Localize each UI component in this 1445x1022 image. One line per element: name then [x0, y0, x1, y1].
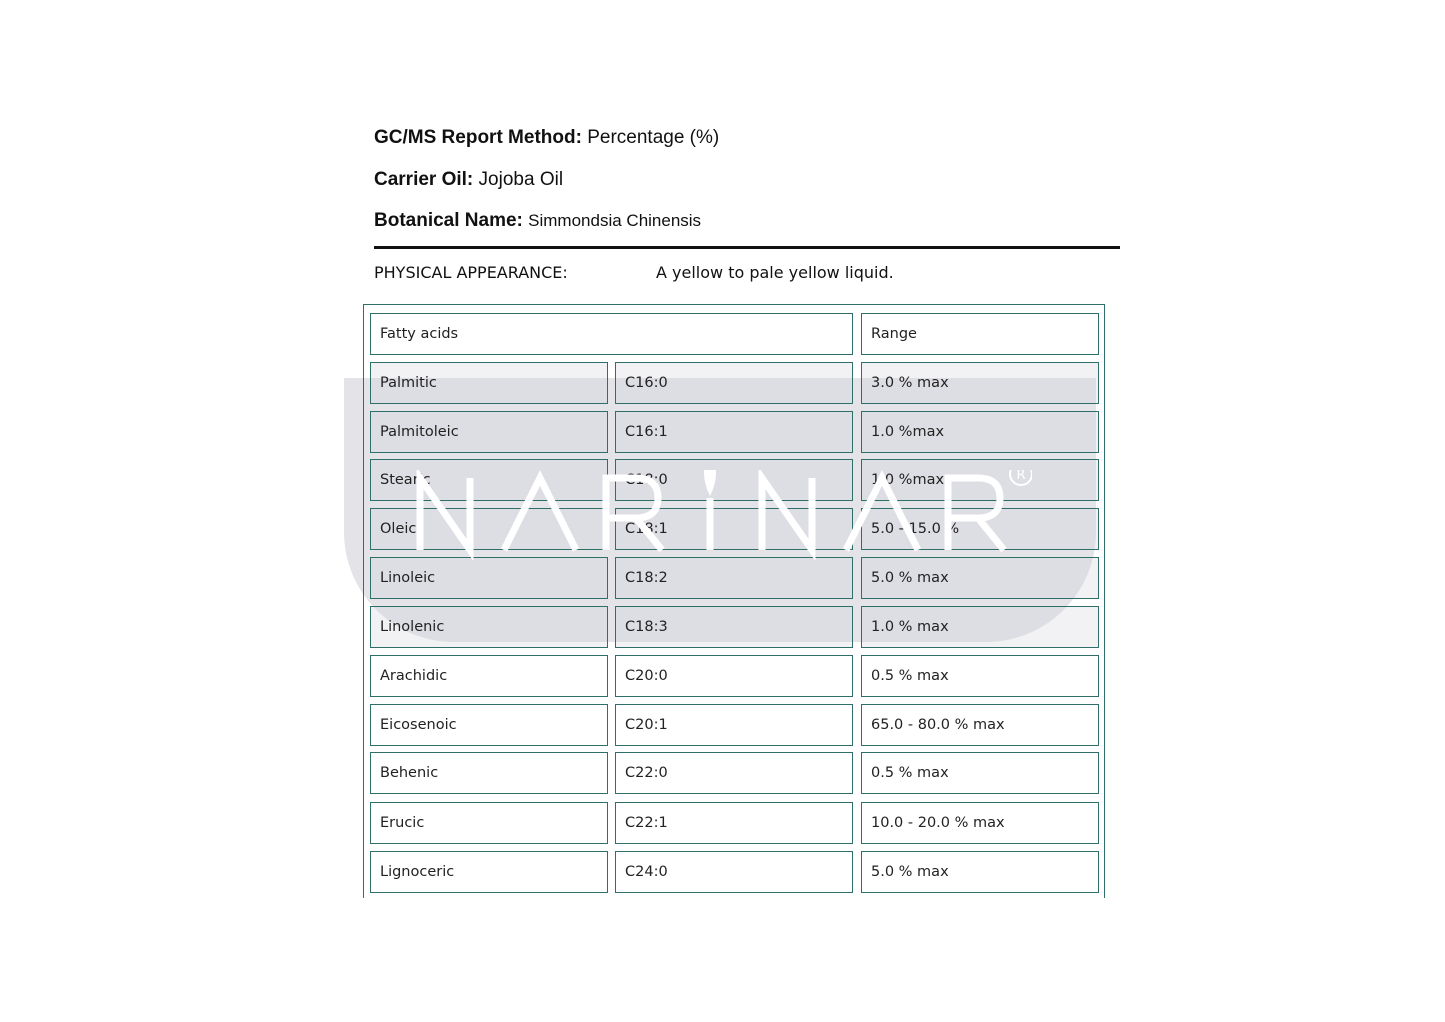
acid-range-cell: 1.0 %max	[861, 411, 1099, 453]
acid-range-cell: 1.0 %max	[861, 459, 1099, 501]
acid-range-cell: 10.0 - 20.0 % max	[861, 802, 1099, 844]
acid-name-cell: Erucic	[370, 802, 608, 844]
acid-code-cell: C20:0	[615, 655, 853, 697]
acid-code-cell: C16:0	[615, 362, 853, 404]
acid-name-cell: Lignoceric	[370, 851, 608, 893]
acid-code-cell: C22:1	[615, 802, 853, 844]
acid-name-cell: Eicosenoic	[370, 704, 608, 746]
acid-code-cell: C20:1	[615, 704, 853, 746]
header-range: Range	[861, 313, 1099, 355]
acid-name-cell: Oleic	[370, 508, 608, 550]
acid-range-cell: 5.0 % max	[861, 851, 1099, 893]
acid-range-cell: 65.0 - 80.0 % max	[861, 704, 1099, 746]
physical-appearance-label: PHYSICAL APPEARANCE:	[374, 263, 568, 282]
acid-range-cell: 5.0 - 15.0 %	[861, 508, 1099, 550]
acid-range-cell: 0.5 % max	[861, 752, 1099, 794]
acid-name-cell: Linoleic	[370, 557, 608, 599]
acid-code-cell: C18:2	[615, 557, 853, 599]
acid-code-cell: C24:0	[615, 851, 853, 893]
carrier-oil-value: Jojoba Oil	[478, 169, 564, 190]
acid-code-cell: C16:1	[615, 411, 853, 453]
botanical-name-label: Botanical Name:	[374, 210, 523, 231]
acid-name-cell: Behenic	[370, 752, 608, 794]
acid-code-cell: C18:0	[615, 459, 853, 501]
acid-name-cell: Palmitoleic	[370, 411, 608, 453]
botanical-name-value: Simmondsia Chinensis	[528, 211, 702, 230]
acid-range-cell: 1.0 % max	[861, 606, 1099, 648]
botanical-name-line	[374, 210, 701, 232]
carrier-oil-label: Carrier Oil:	[374, 169, 474, 190]
report-method-line	[374, 127, 719, 149]
carrier-oil-line	[374, 169, 563, 191]
acid-range-cell: 5.0 % max	[861, 557, 1099, 599]
acid-name-cell: Palmitic	[370, 362, 608, 404]
header-divider	[374, 246, 1120, 249]
physical-appearance-value: A yellow to pale yellow liquid.	[656, 263, 894, 282]
svg-text:R: R	[1016, 470, 1026, 483]
acid-range-cell: 3.0 % max	[861, 362, 1099, 404]
acid-name-cell: Arachidic	[370, 655, 608, 697]
acid-code-cell: C18:3	[615, 606, 853, 648]
report-method-label: GC/MS Report Method:	[374, 127, 582, 148]
header-fatty-acids: Fatty acids	[370, 313, 853, 355]
acid-name-cell: Stearic	[370, 459, 608, 501]
acid-range-cell: 0.5 % max	[861, 655, 1099, 697]
acid-code-cell: C18:1	[615, 508, 853, 550]
report-method-value: Percentage (%)	[587, 127, 720, 148]
acid-name-cell: Linolenic	[370, 606, 608, 648]
acid-code-cell: C22:0	[615, 752, 853, 794]
